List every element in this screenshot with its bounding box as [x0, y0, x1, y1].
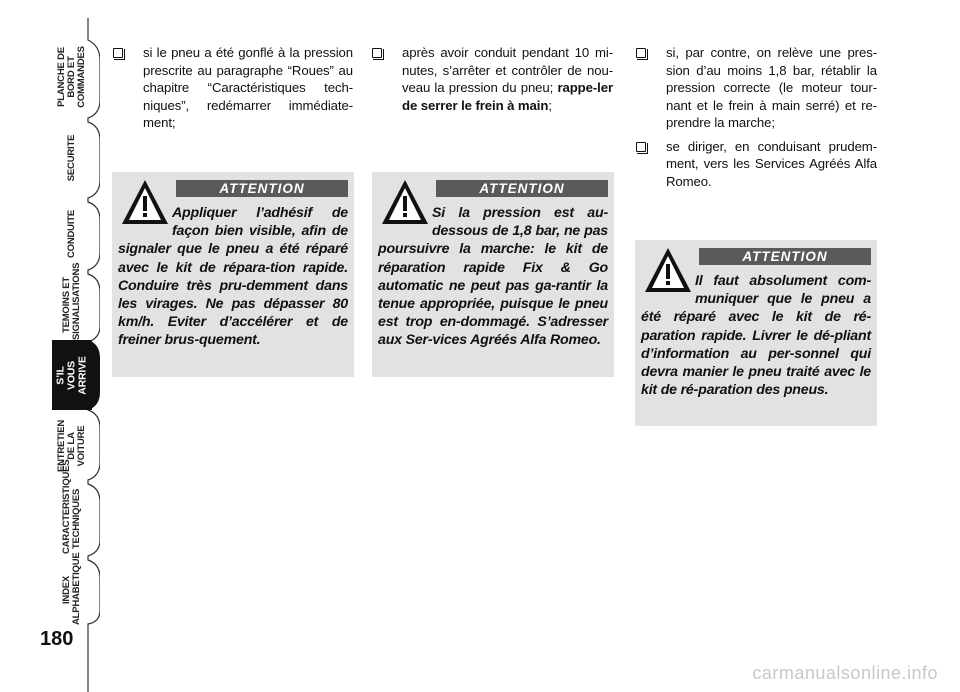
warning-box — [112, 172, 354, 377]
bullet-item: si le pneu a été gonflé à la pression prescrite au paragraphe “Roues” au chapitre “Caractéristiques tech-niques”, redémarrer immédiate-ment; — [111, 44, 353, 132]
warning-text: Il faut absolument com-muniquer que le pneu a été réparé avec le kit de ré-paration rapide. Livrer le dé-pliant d’information au per-sonnel qui devra manier le pneu traité avec le kit de ré-paration des pneus. — [641, 273, 871, 399]
attention-badge: ATTENTION — [436, 180, 608, 197]
warning-triangle-icon — [643, 246, 693, 296]
tab-securite[interactable]: SECURITE — [66, 134, 77, 182]
bullet-item: après avoir conduit pendant 10 mi-nutes, s’arrêter et contrôler de nou-veau la pression du pneu; rappe-ler de serrer le frein à main; — [370, 44, 613, 114]
chapter-tabs — [0, 0, 100, 692]
bullet-item: si, par contre, on relève une pres-sion d’au moins 1,8 bar, rétablir la pression correcte (le moteur tour-nant et le frein à main serré) et re-prendre la marche; — [634, 44, 877, 132]
warning-box — [372, 172, 614, 377]
tab-conduite[interactable]: CONDUITE — [66, 209, 78, 259]
bullet-item: se diriger, en conduisant prudem-ment, vers les Services Agréés Alfa Romeo. — [634, 138, 877, 191]
warning-triangle-icon — [120, 178, 170, 228]
tab-planche-de-bord[interactable]: PLANCHE DE BORD ET COMMANDES — [56, 46, 88, 108]
warning-box — [635, 240, 877, 426]
warning-triangle-icon — [380, 178, 430, 228]
checkbox-bullet-icon — [372, 48, 382, 58]
page-number: 180 — [40, 628, 74, 650]
warning-text: Si la pression est au-dessous de 1,8 bar, ne pas poursuivre la marche: le kit de réparation rapide Fix & Go automatic ne peut pas ga-rantir la tenue appropriée, puisque le pneu est trop en-dommagé. S’adresser aux Ser-vices Agréés Alfa Romeo. — [378, 205, 608, 349]
attention-badge: ATTENTION — [699, 248, 871, 265]
tab-entretien[interactable]: ENTRETIEN DE LA VOITURE — [56, 419, 88, 473]
checkbox-bullet-icon — [636, 48, 646, 58]
checkbox-bullet-icon — [113, 48, 123, 58]
tab-index[interactable]: INDEX ALPHABETIQUE — [61, 552, 82, 625]
column-3 — [634, 44, 877, 196]
tab-temoins-et-signalisations[interactable]: TEMOINS ET SIGNALISATIONS — [61, 262, 82, 340]
column-2 — [370, 44, 613, 120]
warning-text: Appliquer l’adhésif de façon bien visible, afin de signaler que le pneu a été réparé avec le kit de répara-tion rapide. Conduire très pru-demment dans les virages. Ne pas dépasser 80 km/h. Eviter d’accélérer et de freiner brus-quement. — [118, 205, 348, 349]
checkbox-bullet-icon — [636, 142, 646, 152]
tab-caracteristiques[interactable]: CARACTERISTIQUES TECHNIQUES — [61, 459, 82, 554]
column-1 — [111, 44, 353, 138]
tab-sil-vous-arrive[interactable]: S’IL VOUS ARRIVE — [54, 355, 89, 395]
attention-badge: ATTENTION — [176, 180, 348, 197]
watermark-text: carmanualsonline.info — [752, 663, 938, 683]
